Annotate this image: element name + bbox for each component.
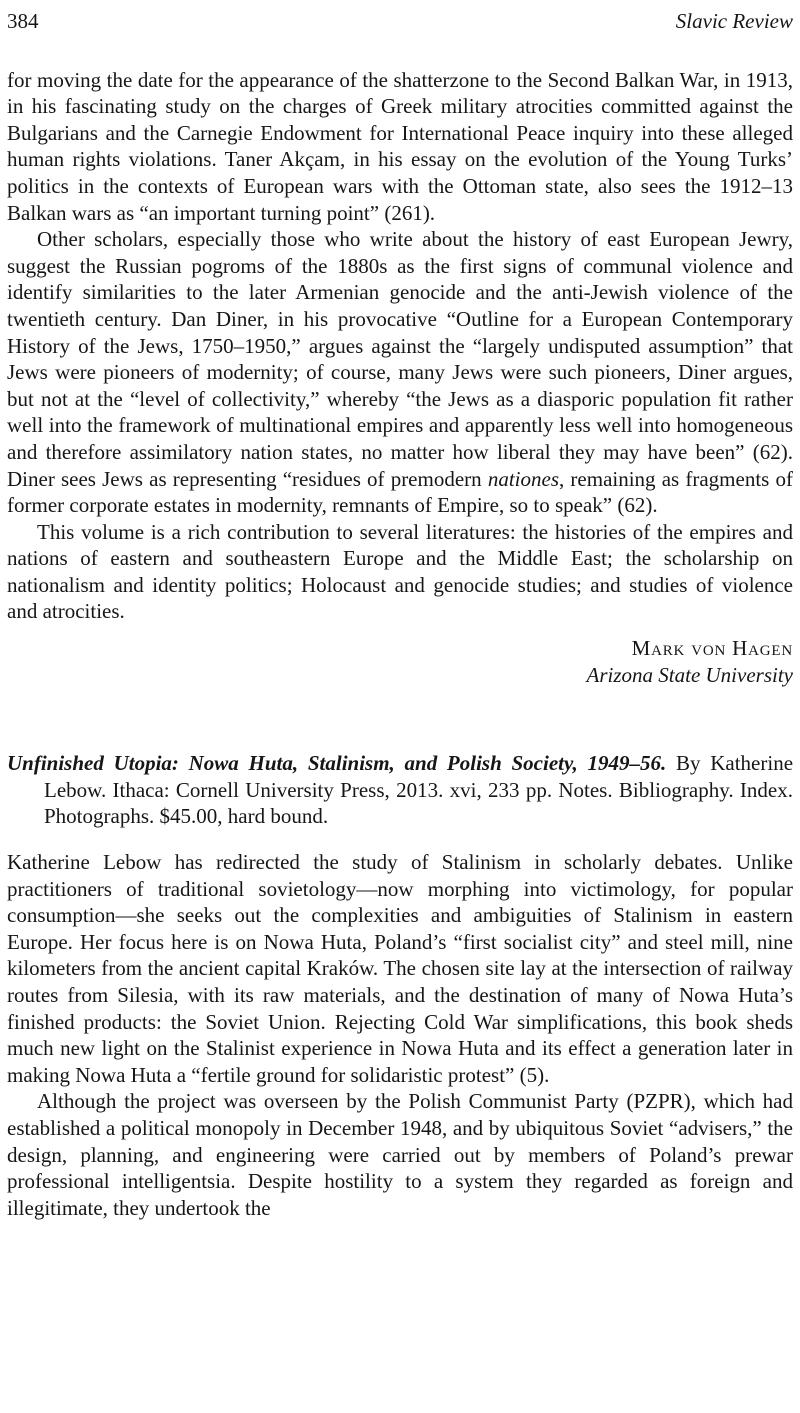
review-paragraph-intro: Katherine Lebow has redirected the study of Stalinism in scholarly debates. Unlike practitioners of traditional sovietology—now morphing into victimology, for popular consumption—she seeks out the complexities and ambiguities of Stalinism in eastern Europe. Her focus here is on Nowa Huta, Poland’s “first socialist city” and steel mill, nine kilometers from the ancient capital Kraków. The chosen site lay at the intersection of railway routes from Silesia, with its raw materials, and the destination of many of Nowa Huta’s finished products: the Soviet Union. Rejecting Cold War simplifications, this book sheds much new light on the Stalinist experience in Nowa Huta and its effect a generation later in making Nowa Huta a “fertile ground for solidaristic protest” (5).: [7, 850, 793, 1087]
paragraph-text: Other scholars, especially those who write about the history of east European Jewry, suggest the Russian pogroms of the 1880s as the first signs of communal violence and identify similarities to the later Armenian genocide and the anti-Jewish violence of the twentieth century. Dan Diner, in his provocative “Outline for a European Contemporary History of the Jews, 1750–1950,” argues against the “largely undisputed assumption” that Jews were pioneers of modernity; of course, many Jews were such pioneers, Diner argues, but not at the “level of collectivity,” whereby “the Jews as a diasporic population fit rather well into the framework of multinational empires and apparently less well into homogeneous and therefore assimilatory nation states, no matter how liberal they may have been” (62). Diner sees Jews as representing “residues of premodern: [7, 227, 793, 491]
journal-title: Slavic Review: [675, 9, 793, 33]
book-citation: By Katherine Lebow. Ithaca: Cornell University Press, 2013. xvi, 233 pp. Notes. Bibliography. Index. Photographs. $45.00, hard bound.: [44, 751, 794, 829]
review-paragraph-jewry: [7, 226, 793, 519]
review-paragraph-conclusion: This volume is a rich contribution to several literatures: the histories of the empires and nations of eastern and southeastern Europe and the Middle East; the scholarship on nationalism and identity politics; Holocaust and genocide studies; and studies of violence and atrocities.: [7, 519, 793, 624]
reviewer-signature: [7, 635, 793, 688]
reviewer-affiliation: Arizona State University: [586, 662, 793, 687]
review-end-section: [7, 67, 793, 689]
review-paragraph-project: Although the project was overseen by the Polish Communist Party (PZPR), which had established a political monopoly in December 1948, and by ubiquitous Soviet “advisers,” the design, planning, and engineering were carried out by members of Poland’s prewar professional intelligentsia. Despite hostility to a system they regarded as foreign and illegitimate, they undertook the: [7, 1089, 793, 1220]
review-paragraph-continuation: for moving the date for the appearance of the shatterzone to the Second Balkan War, in 1913, in his fascinating study on the charges of Greek military atrocities committed against the Bulgarians and the Carnegie Endowment for International Peace inquiry into these alleged human rights violations. Taner Akçam, in his essay on the evolution of the Young Turks’ politics in the contexts of European wars with the Ottoman state, also sees the 1912–13 Balkan wars as “an important turning point” (261).: [7, 67, 793, 225]
reviewer-name: Mark von Hagen: [631, 636, 793, 661]
book-title: Unfinished Utopia: Nowa Huta, Stalinism, and Polish Society, 1949–56.: [7, 751, 667, 776]
page-number: 384: [7, 9, 39, 33]
review-new-section: [7, 849, 793, 1221]
paragraph-text: , remaining as fragments of former corporate estates in modernity, remnants of Empire, so to speak” (62).: [7, 466, 793, 518]
book-review-heading: [7, 750, 793, 830]
running-head: [7, 8, 793, 35]
italic-term-nationes: nationes: [487, 466, 559, 491]
